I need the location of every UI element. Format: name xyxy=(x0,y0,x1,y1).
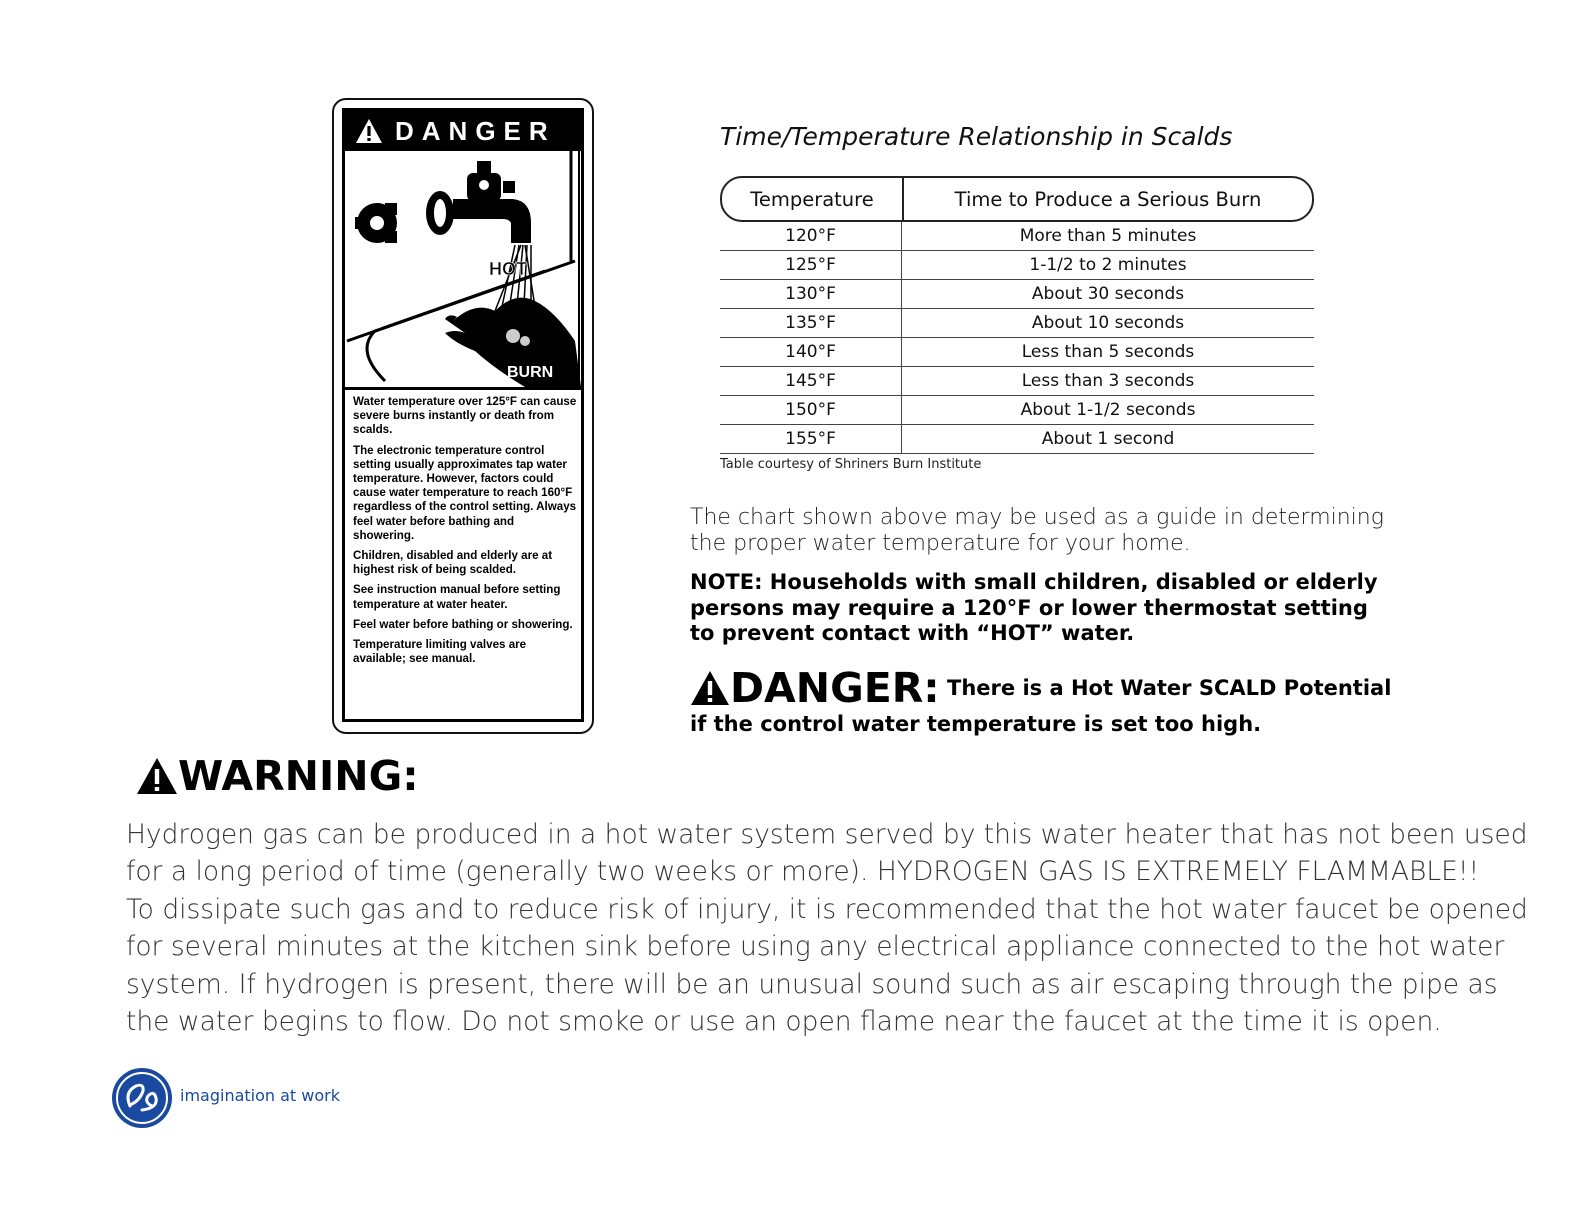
warning-paragraph xyxy=(126,816,1528,1040)
cell-time: About 1-1/2 seconds xyxy=(1020,400,1196,420)
warning-triangle-icon xyxy=(136,757,178,795)
danger-notice-title: DANGER: xyxy=(730,664,940,712)
cell-temperature: 130°F xyxy=(720,280,902,308)
warning-line: for a long period of time (generally two weeks or more). HYDROGEN GAS IS EXTREMELY FLAMMABLE!! xyxy=(126,856,1480,888)
ge-logo xyxy=(110,1066,174,1134)
note-paragraph xyxy=(690,570,1390,647)
cell-temperature: 150°F xyxy=(720,396,902,424)
cell-time: About 30 seconds xyxy=(1031,284,1185,304)
warning-line: Hydrogen gas can be produced in a hot water system served by this water heater that has not been used xyxy=(126,819,1528,850)
burn-text: BURN xyxy=(507,364,554,381)
cell-time: About 1 second xyxy=(1041,429,1175,449)
danger-notice-text: There is a Hot Water SCALD Potential xyxy=(939,676,1392,700)
danger-notice xyxy=(690,664,1390,712)
table-credit: Table courtesy of Shriners Burn Institute xyxy=(720,457,982,472)
hot-water-burn-illustration xyxy=(345,151,581,390)
table-row xyxy=(720,309,1314,338)
scald-table xyxy=(720,176,1314,454)
danger-notice-continuation: if the control water temperature is set too high. xyxy=(690,712,1262,736)
table-row xyxy=(720,280,1314,309)
warning-triangle-icon xyxy=(690,670,730,706)
table-row xyxy=(720,222,1314,251)
warning-triangle-icon xyxy=(355,118,383,144)
danger-label-card xyxy=(332,98,594,734)
warning-line: the water begins to flow. Do not smoke or use an open flame near the faucet at the time it is open. xyxy=(126,1006,1442,1038)
table-row xyxy=(720,338,1314,367)
cell-temperature: 140°F xyxy=(720,338,902,366)
table-header xyxy=(720,176,1314,222)
brand-tagline: imagination at work xyxy=(180,1086,340,1105)
danger-label-title: DANGER xyxy=(395,115,556,146)
note-line: to prevent contact with “HOT” water. xyxy=(690,621,1135,645)
warning-line: To dissipate such gas and to reduce risk of injury, it is recommended that the hot water faucet be opened xyxy=(126,893,1528,925)
label-paragraph: See instruction manual before setting temperature at water heater. xyxy=(353,583,561,611)
label-paragraph: Feel water before bathing or showering. xyxy=(353,617,573,631)
faucet-handle-icon xyxy=(355,203,397,243)
danger-label-header xyxy=(345,111,581,151)
table-row xyxy=(720,251,1314,280)
note-line: NOTE: Households with small children, disabled or elderly xyxy=(690,570,1378,594)
guide-line: the proper water temperature for your home. xyxy=(690,531,1191,556)
label-paragraph: The electronic temperature control setting usually approximates tap water temperature. However, factors could cause water temperature to reach 160°F regardless of the control setting. Always feel water before bathing and showering. xyxy=(353,443,577,542)
note-line: persons may require a 120°F or lower thermostat setting xyxy=(690,595,1368,620)
cell-time: About 10 seconds xyxy=(1031,313,1185,333)
warning-heading xyxy=(136,752,419,800)
warning-line: system. If hydrogen is present, there will be an unusual sound such as air escaping through the pipe as xyxy=(126,968,1498,1000)
cell-time: Less than 3 seconds xyxy=(1021,371,1195,391)
header-temperature: Temperature xyxy=(722,178,904,220)
cell-temperature: 125°F xyxy=(720,251,902,279)
cell-temperature: 120°F xyxy=(720,222,902,250)
ge-monogram-icon xyxy=(110,1066,174,1130)
guide-paragraph xyxy=(690,505,1390,557)
table-title: Time/Temperature Relationship in Scalds xyxy=(720,122,1233,151)
danger-label-frame xyxy=(342,108,584,722)
hot-text: HOT xyxy=(489,259,527,279)
cell-temperature: 155°F xyxy=(720,425,902,453)
label-paragraph: Children, disabled and elderly are at highest risk of being scalded. xyxy=(353,549,553,577)
warning-title: WARNING: xyxy=(178,752,419,800)
table-row xyxy=(720,425,1314,454)
label-paragraph: Temperature limiting valves are available; see manual. xyxy=(353,638,527,666)
cell-temperature: 145°F xyxy=(720,367,902,395)
danger-label-text xyxy=(353,395,577,672)
faucet-spout-icon xyxy=(426,161,531,243)
label-paragraph: Water temperature over 125°F can cause severe burns instantly or death from scalds. xyxy=(353,395,577,437)
cell-temperature: 135°F xyxy=(720,309,902,337)
cell-time: 1-1/2 to 2 minutes xyxy=(1029,255,1187,275)
cell-time: Less than 5 seconds xyxy=(1021,342,1195,362)
table-row xyxy=(720,367,1314,396)
table-row xyxy=(720,396,1314,425)
warning-line: for several minutes at the kitchen sink before using any electrical appliance connected to the hot water xyxy=(126,931,1505,963)
guide-line: The chart shown above may be used as a guide in determining xyxy=(690,505,1384,530)
header-time: Time to Produce a Serious Burn xyxy=(954,187,1262,211)
cell-time: More than 5 minutes xyxy=(1019,226,1197,246)
